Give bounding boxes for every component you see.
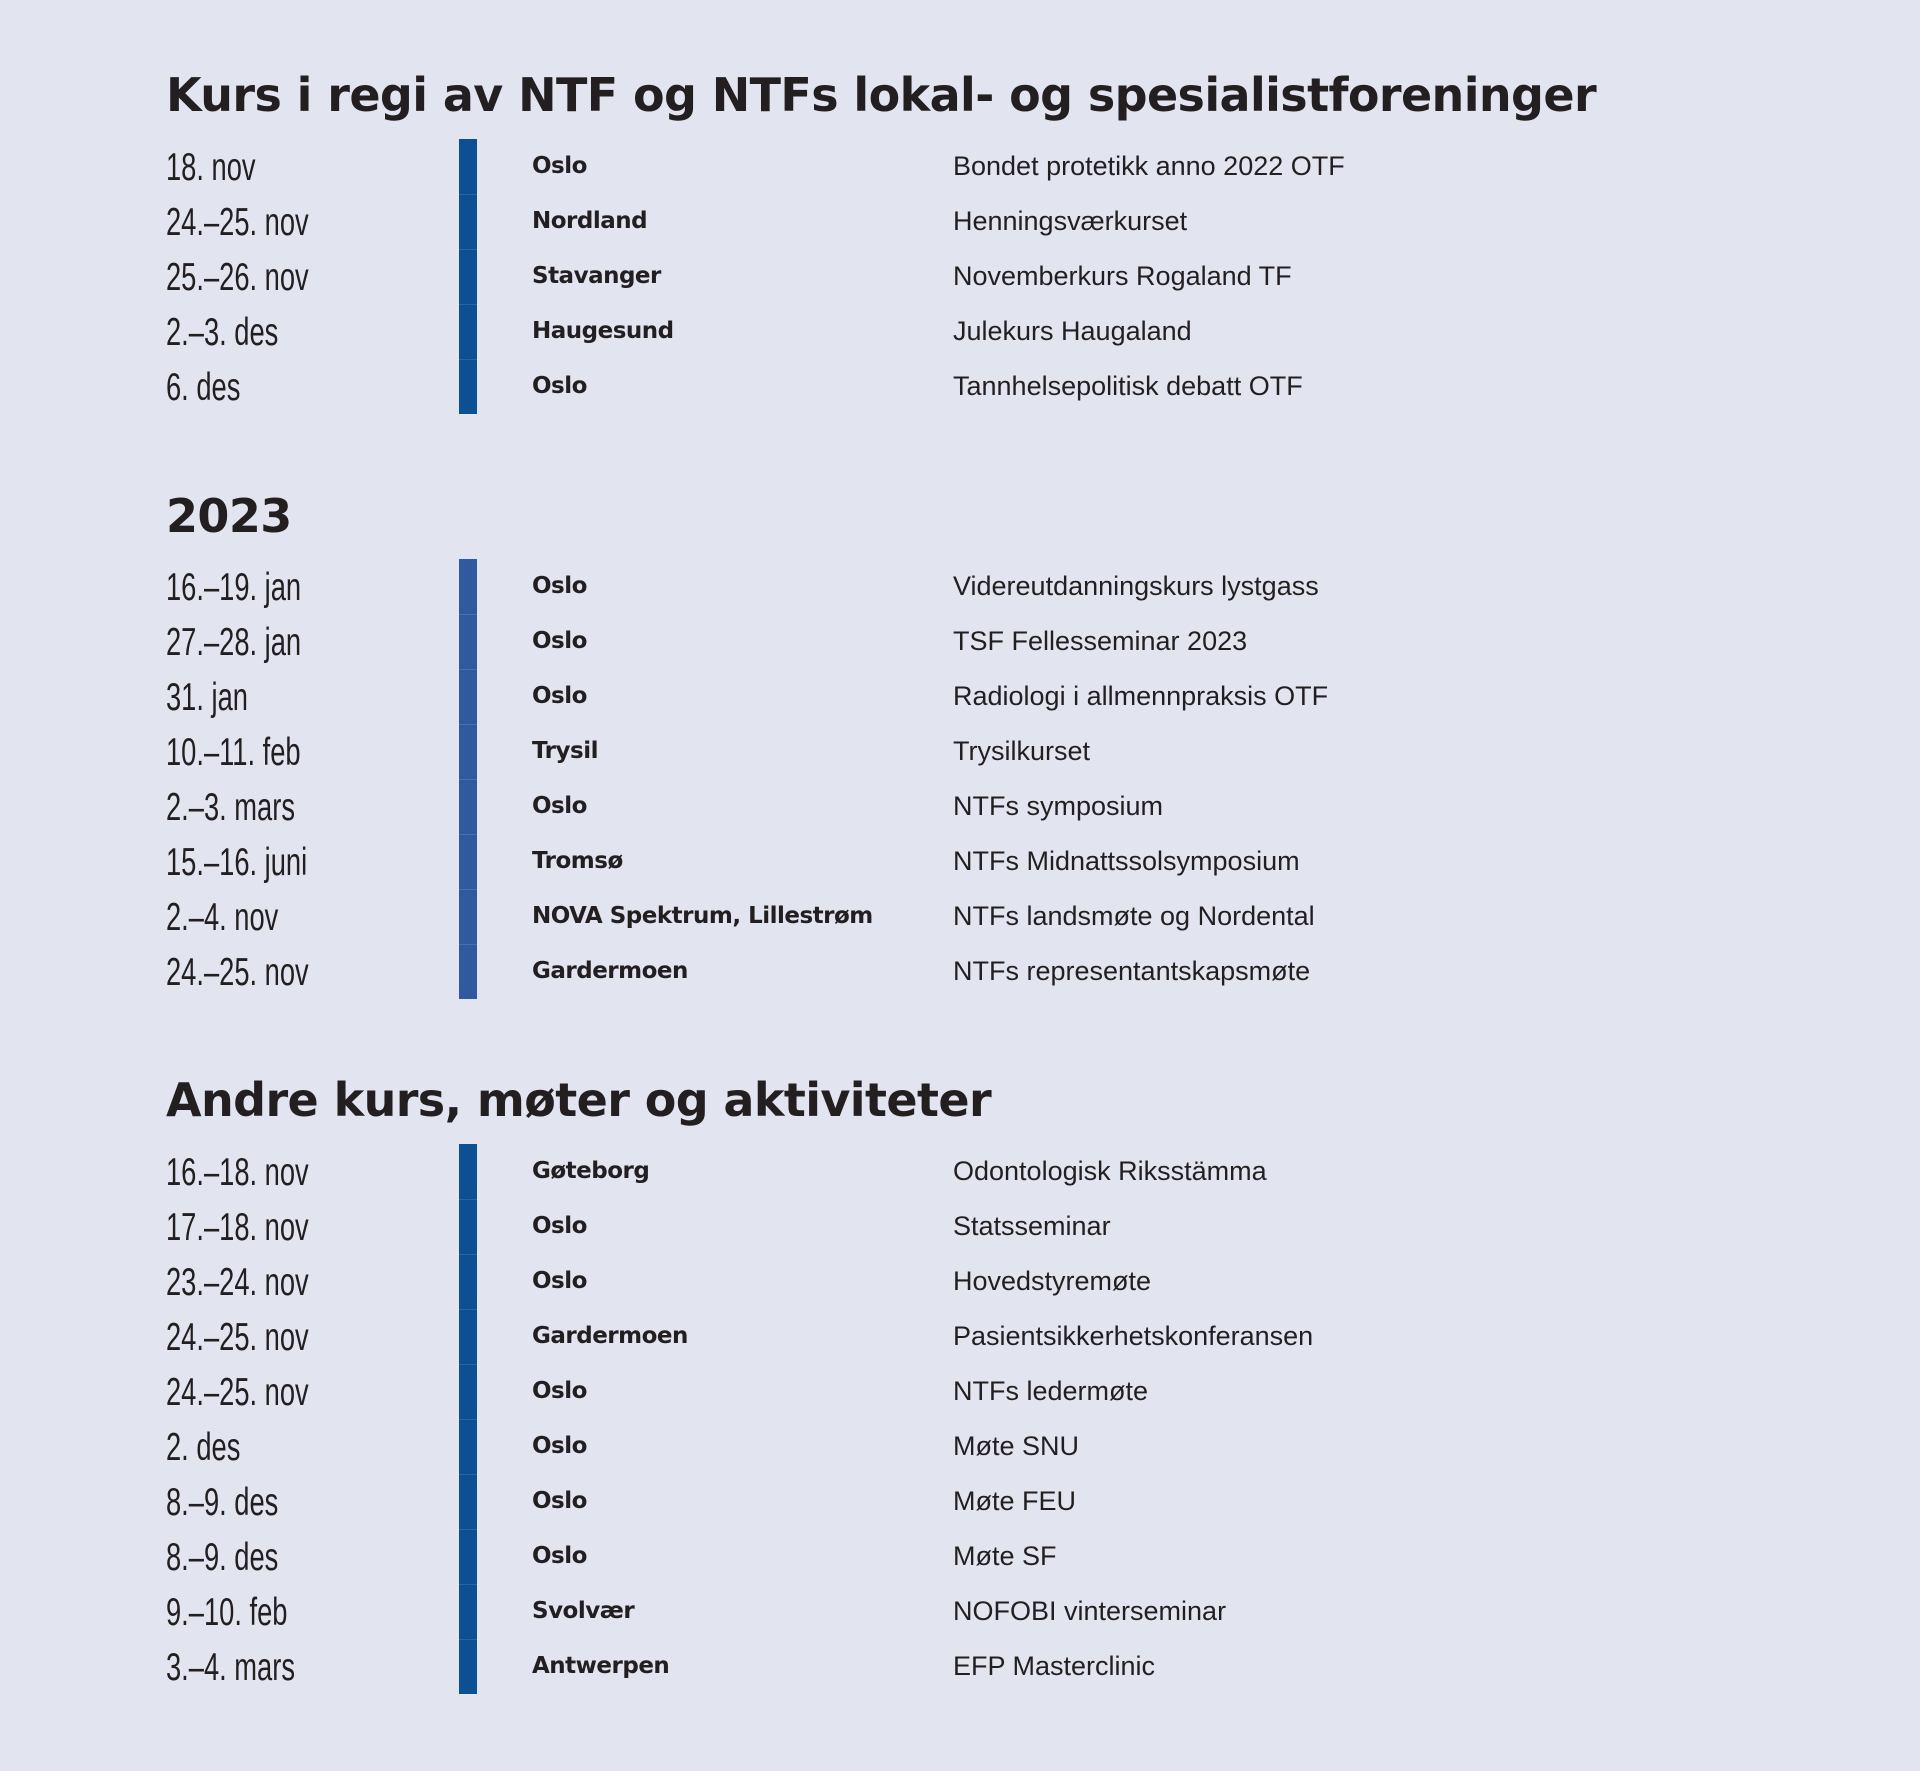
- event-location: Oslo: [532, 793, 587, 819]
- event-date: 24.–25. nov: [166, 1316, 309, 1359]
- timeline-bar: [459, 559, 477, 999]
- event-title: NTFs Midnattssolsymposium: [953, 846, 1300, 876]
- event-title: Tannhelsepolitisk debatt OTF: [953, 371, 1303, 401]
- event-title: Videreutdanningskurs lystgass: [953, 571, 1319, 601]
- timeline-bar-segment: [459, 1474, 477, 1529]
- event-row: [0, 249, 1920, 304]
- event-location: Oslo: [532, 573, 587, 599]
- event-location: Gøteborg: [532, 1158, 650, 1184]
- event-title: Novemberkurs Rogaland TF: [953, 261, 1292, 291]
- timeline-bar-segment: [459, 889, 477, 944]
- event-row: [0, 1144, 1920, 1199]
- event-title: NTFs symposium: [953, 791, 1164, 821]
- timeline-bar-segment: [459, 139, 477, 194]
- event-date: 10.–11. feb: [166, 731, 301, 774]
- timeline-bar-segment: [459, 194, 477, 249]
- event-date: 27.–28. jan: [166, 621, 302, 664]
- timeline-bar-segment: [459, 304, 477, 359]
- timeline-bar-segment: [459, 1639, 477, 1694]
- event-location: Tromsø: [532, 848, 623, 874]
- event-row: [0, 1584, 1920, 1639]
- event-location: Haugesund: [532, 318, 674, 344]
- timeline-bar-segment: [459, 669, 477, 724]
- event-location: Nordland: [532, 208, 648, 234]
- event-date: 2.–4. nov: [166, 896, 279, 939]
- event-row: [0, 1199, 1920, 1254]
- event-title: Statsseminar: [953, 1211, 1111, 1241]
- timeline-bar-segment: [459, 1199, 477, 1254]
- event-date: 24.–25. nov: [166, 951, 309, 994]
- event-row: [0, 194, 1920, 249]
- event-date: 17.–18. nov: [166, 1206, 309, 1249]
- section-heading-2023: 2023: [166, 489, 292, 543]
- event-title: Hovedstyremøte: [953, 1266, 1152, 1296]
- event-location: Oslo: [532, 628, 587, 654]
- event-row: [0, 614, 1920, 669]
- event-date: 31. jan: [166, 676, 248, 719]
- event-row: [0, 359, 1920, 414]
- timeline-bar-segment: [459, 944, 477, 999]
- event-location: Antwerpen: [532, 1653, 670, 1679]
- section-heading-ntf-courses: Kurs i regi av NTF og NTFs lokal- og spesialistforeninger: [166, 68, 1597, 122]
- event-row: [0, 1254, 1920, 1309]
- event-location: Stavanger: [532, 263, 661, 289]
- timeline-bar-segment: [459, 1309, 477, 1364]
- event-location: Oslo: [532, 1268, 587, 1294]
- event-row: [0, 1309, 1920, 1364]
- timeline-bar-segment: [459, 1364, 477, 1419]
- event-location: Trysil: [532, 738, 598, 764]
- event-date: 6. des: [166, 366, 241, 409]
- timeline-bar-segment: [459, 249, 477, 304]
- event-location: Oslo: [532, 1378, 587, 1404]
- event-title: Radiologi i allmennpraksis OTF: [953, 681, 1329, 711]
- event-row: [0, 944, 1920, 999]
- event-title: Møte SNU: [953, 1431, 1080, 1461]
- event-location: Oslo: [532, 1488, 587, 1514]
- event-title: Møte SF: [953, 1541, 1057, 1571]
- event-title: Bondet protetikk anno 2022 OTF: [953, 151, 1345, 181]
- event-row: [0, 889, 1920, 944]
- event-date: 2.–3. des: [166, 311, 279, 354]
- event-location: Oslo: [532, 153, 587, 179]
- event-date: 15.–16. juni: [166, 841, 308, 884]
- timeline-bar-segment: [459, 1419, 477, 1474]
- timeline-bar-segment: [459, 559, 477, 614]
- event-date: 24.–25. nov: [166, 201, 309, 244]
- event-date: 3.–4. mars: [166, 1646, 295, 1689]
- timeline-bar: [459, 1144, 477, 1694]
- event-title: TSF Fellesseminar 2023: [953, 626, 1248, 656]
- event-location: Svolvær: [532, 1598, 635, 1624]
- timeline-bar-segment: [459, 614, 477, 669]
- event-title: NTFs landsmøte og Nordental: [953, 901, 1315, 931]
- section-heading-other-activities: Andre kurs, møter og aktiviteter: [166, 1073, 992, 1127]
- event-row: [0, 559, 1920, 614]
- event-location: Oslo: [532, 373, 587, 399]
- event-date: 2.–3. mars: [166, 786, 295, 829]
- event-title: Julekurs Haugaland: [953, 316, 1192, 346]
- event-row: [0, 1529, 1920, 1584]
- event-location: Oslo: [532, 1433, 587, 1459]
- timeline-bar-segment: [459, 1254, 477, 1309]
- event-row: [0, 834, 1920, 889]
- event-title: Pasientsikkerhetskonferansen: [953, 1321, 1314, 1351]
- event-location: Oslo: [532, 683, 587, 709]
- event-row: [0, 724, 1920, 779]
- timeline-bar-segment: [459, 1529, 477, 1584]
- timeline-bar-segment: [459, 834, 477, 889]
- timeline-bar-segment: [459, 1584, 477, 1639]
- event-date: 25.–26. nov: [166, 256, 309, 299]
- event-title: NTFs ledermøte: [953, 1376, 1149, 1406]
- event-location: NOVA Spektrum, Lillestrøm: [532, 903, 873, 929]
- event-title: EFP Masterclinic: [953, 1651, 1156, 1681]
- event-location: Oslo: [532, 1213, 587, 1239]
- timeline-bar-segment: [459, 1144, 477, 1199]
- event-date: 8.–9. des: [166, 1536, 279, 1579]
- event-title: NTFs representantskapsmøte: [953, 956, 1311, 986]
- event-location: Gardermoen: [532, 1323, 688, 1349]
- event-row: [0, 779, 1920, 834]
- timeline-bar: [459, 139, 477, 414]
- event-date: 16.–18. nov: [166, 1151, 309, 1194]
- event-row: [0, 304, 1920, 359]
- event-date: 8.–9. des: [166, 1481, 279, 1524]
- event-row: [0, 1639, 1920, 1694]
- event-date: 9.–10. feb: [166, 1591, 288, 1634]
- event-row: [0, 669, 1920, 724]
- event-date: 24.–25. nov: [166, 1371, 309, 1414]
- event-date: 18. nov: [166, 146, 256, 189]
- event-location: Oslo: [532, 1543, 587, 1569]
- timeline-bar-segment: [459, 359, 477, 414]
- event-date: 2. des: [166, 1426, 241, 1469]
- event-row: [0, 1364, 1920, 1419]
- event-title: Odontologisk Riksstämma: [953, 1156, 1267, 1186]
- event-title: Trysilkurset: [953, 736, 1091, 766]
- event-title: Henningsværkurset: [953, 206, 1188, 236]
- timeline-bar-segment: [459, 724, 477, 779]
- event-row: [0, 139, 1920, 194]
- event-date: 23.–24. nov: [166, 1261, 309, 1304]
- event-row: [0, 1419, 1920, 1474]
- event-location: Gardermoen: [532, 958, 688, 984]
- event-date: 16.–19. jan: [166, 566, 302, 609]
- timeline-bar-segment: [459, 779, 477, 834]
- event-row: [0, 1474, 1920, 1529]
- event-title: Møte FEU: [953, 1486, 1077, 1516]
- event-title: NOFOBI vinterseminar: [953, 1596, 1227, 1626]
